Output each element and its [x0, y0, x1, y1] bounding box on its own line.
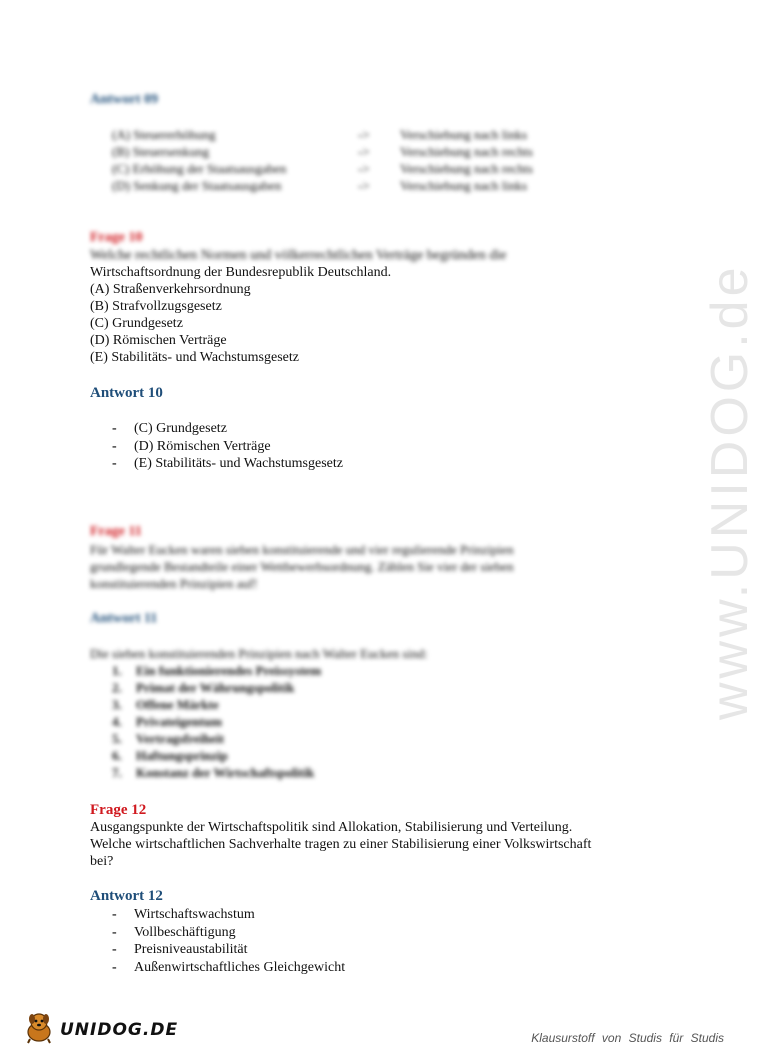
- antwort-09-row-right: Verschiebung nach links: [400, 178, 528, 193]
- list-item: [112, 764, 321, 781]
- antwort-09-row-left: (D) Senkung der Staatsausgaben: [112, 178, 282, 193]
- frage-12-line: Ausgangspunkte der Wirtschaftspolitik sind Allokation, Stabilisierung und Verteilung.: [90, 820, 573, 835]
- antwort-10-heading: Antwort 10: [90, 385, 163, 401]
- list-number: 5.: [112, 731, 122, 746]
- antwort-09-row-left: (C) Erhöhung der Staatsausgaben: [112, 161, 287, 176]
- list-item: [112, 747, 321, 764]
- list-text: Ein funktionierendes Preissystem: [136, 663, 322, 678]
- list-item: [112, 662, 321, 679]
- list-item: [112, 730, 321, 747]
- antwort-10-list: [110, 420, 343, 473]
- frage-12-line: Welche wirtschaftlichen Sachverhalte tragen zu einer Stabilisierung einer Volkswirtschaft: [90, 837, 592, 852]
- list-item: - (E) Stabilitäts- und Wachstumsgesetz: [110, 455, 343, 473]
- frage-10-option: (E) Stabilitäts- und Wachstumsgesetz: [90, 350, 299, 365]
- list-number: 2.: [112, 680, 122, 695]
- frage-10-option: (B) Strafvollzugsgesetz: [90, 299, 222, 314]
- list-text: Offene Märkte: [136, 697, 219, 712]
- list-text: Konstanz der Wirtschaftspolitik: [136, 765, 315, 780]
- frage-10-option: (A) Straßenverkehrsordnung: [90, 282, 251, 297]
- list-text: Vertragsfreiheit: [136, 731, 225, 746]
- frage-11-heading: Frage 11: [90, 524, 142, 539]
- list-item: - Wirtschaftswachstum: [110, 906, 345, 924]
- antwort-11-list: [112, 662, 321, 781]
- frage-11-line: konstituierenden Prinzipien auf!: [90, 576, 258, 591]
- list-item: [112, 713, 321, 730]
- frage-10-question-line-1: Welche rechtlichen Normen und völkerrechtlichen Verträge begründen die: [90, 248, 507, 263]
- list-text: Haftungsprinzip: [136, 748, 228, 763]
- footer-tagline: Klausurstoff von Studis für Studis: [531, 1031, 724, 1045]
- list-number: 1.: [112, 663, 122, 678]
- list-item: - Preisniveaustabilität: [110, 941, 345, 959]
- antwort-11-heading: Antwort 11: [90, 611, 158, 626]
- watermark: www.UNIDOG.de: [701, 263, 759, 720]
- antwort-09-row-left: (B) Steuersenkung: [112, 144, 210, 159]
- list-number: 6.: [112, 748, 122, 763]
- list-number: 4.: [112, 714, 122, 729]
- dog-icon: [22, 1010, 56, 1049]
- antwort-09-heading: Antwort 09: [90, 92, 159, 107]
- antwort-09-row-right: Verschiebung nach rechts: [400, 144, 533, 159]
- unidog-logo[interactable]: [22, 1010, 178, 1049]
- antwort-09-row-left: (A) Steuererhöhung: [112, 127, 216, 142]
- arrow-icon: ->: [358, 127, 370, 142]
- frage-11-line: grundlegende Bestandteile einer Wettbewerbsordnung. Zählen Sie vier der sieben: [90, 559, 514, 574]
- antwort-09-row-right: Verschiebung nach rechts: [400, 161, 533, 176]
- frage-11-line: Für Walter Eucken waren sieben konstituierende und vier regulierende Prinzipien: [90, 542, 514, 557]
- list-item: [112, 679, 321, 696]
- antwort-12-list: [110, 906, 345, 976]
- list-number: 7.: [112, 765, 122, 780]
- frage-10-option: (D) Römischen Verträge: [90, 333, 227, 348]
- list-item: - (C) Grundgesetz: [110, 420, 343, 438]
- list-item: - Außenwirtschaftliches Gleichgewicht: [110, 959, 345, 977]
- list-item: - (D) Römischen Verträge: [110, 438, 343, 456]
- frage-10-option: (C) Grundgesetz: [90, 316, 183, 331]
- antwort-12-heading: Antwort 12: [90, 888, 163, 904]
- list-item: - Vollbeschäftigung: [110, 924, 345, 942]
- frage-12-heading: Frage 12: [90, 802, 147, 818]
- list-text: Primat der Währungspolitik: [136, 680, 295, 695]
- arrow-icon: ->: [358, 161, 370, 176]
- frage-10-question-line-2: Wirtschaftsordnung der Bundesrepublik Deutschland.: [90, 265, 392, 280]
- frage-12-line: bei?: [90, 854, 114, 869]
- antwort-11-intro: Die sieben konstituierenden Prinzipien nach Walter Eucken sind:: [90, 646, 428, 661]
- logo-wordmark: UNIDOG.DE: [60, 1019, 179, 1040]
- list-number: 3.: [112, 697, 122, 712]
- arrow-icon: ->: [358, 144, 370, 159]
- antwort-09-row-right: Verschiebung nach links: [400, 127, 528, 142]
- arrow-icon: ->: [358, 178, 370, 193]
- list-item: [112, 696, 321, 713]
- frage-10-heading: Frage 10: [90, 230, 143, 245]
- list-text: Privateigentum: [136, 714, 222, 729]
